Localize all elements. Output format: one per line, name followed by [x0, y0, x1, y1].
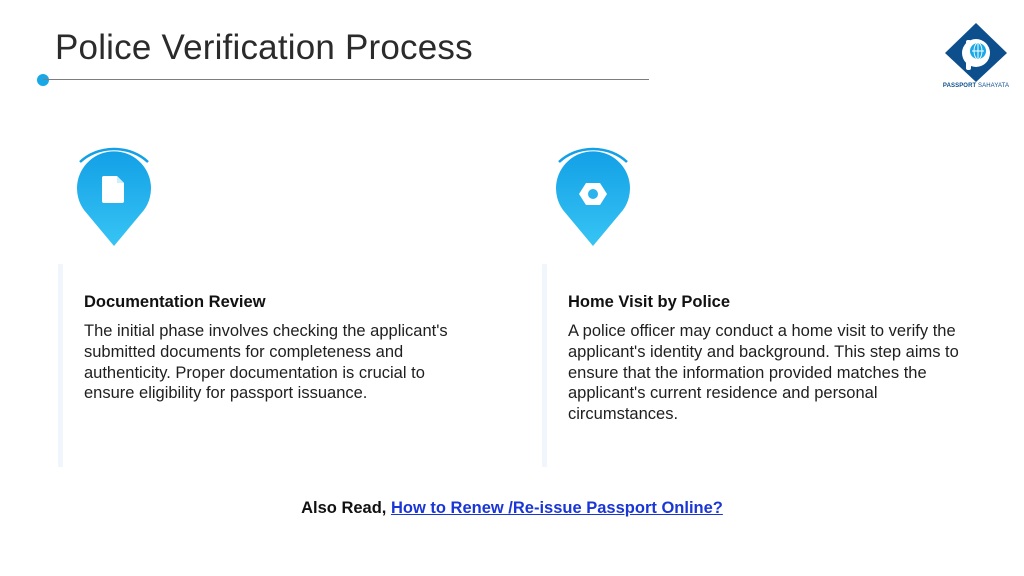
step-1-pin	[74, 146, 154, 246]
document-icon	[102, 176, 124, 203]
also-read-prefix: Also Read,	[301, 499, 391, 517]
logo-wordmark: PASSPORT SAHAYATA	[942, 83, 1010, 89]
step-title: Home Visit by Police	[568, 293, 731, 311]
renew-passport-link[interactable]: How to Renew /Re-issue Passport Online?	[390, 499, 723, 517]
page-title: Police Verification Process	[55, 28, 473, 67]
passport-sahayata-logo	[938, 20, 1014, 94]
step-title: Documentation Review	[84, 293, 266, 311]
step-description: The initial phase involves checking the applicant's submitted documents for completeness and authenticity. Proper documentation is crucial to ensure eligibility for passport issuance.	[84, 322, 448, 403]
step-description: A police officer may conduct a home visit to verify the applicant's identity and background. This step aims to ensure that the information provided matches the applicant's current residence and personal circumstances.	[568, 322, 959, 424]
title-divider	[43, 79, 649, 80]
logo-mark-icon	[938, 20, 1014, 82]
step-card-documentation	[58, 264, 488, 467]
step-card-home-visit	[542, 264, 982, 467]
step-2-pin	[553, 146, 633, 246]
title-bullet-dot	[37, 74, 49, 86]
also-read-line	[0, 499, 1024, 518]
